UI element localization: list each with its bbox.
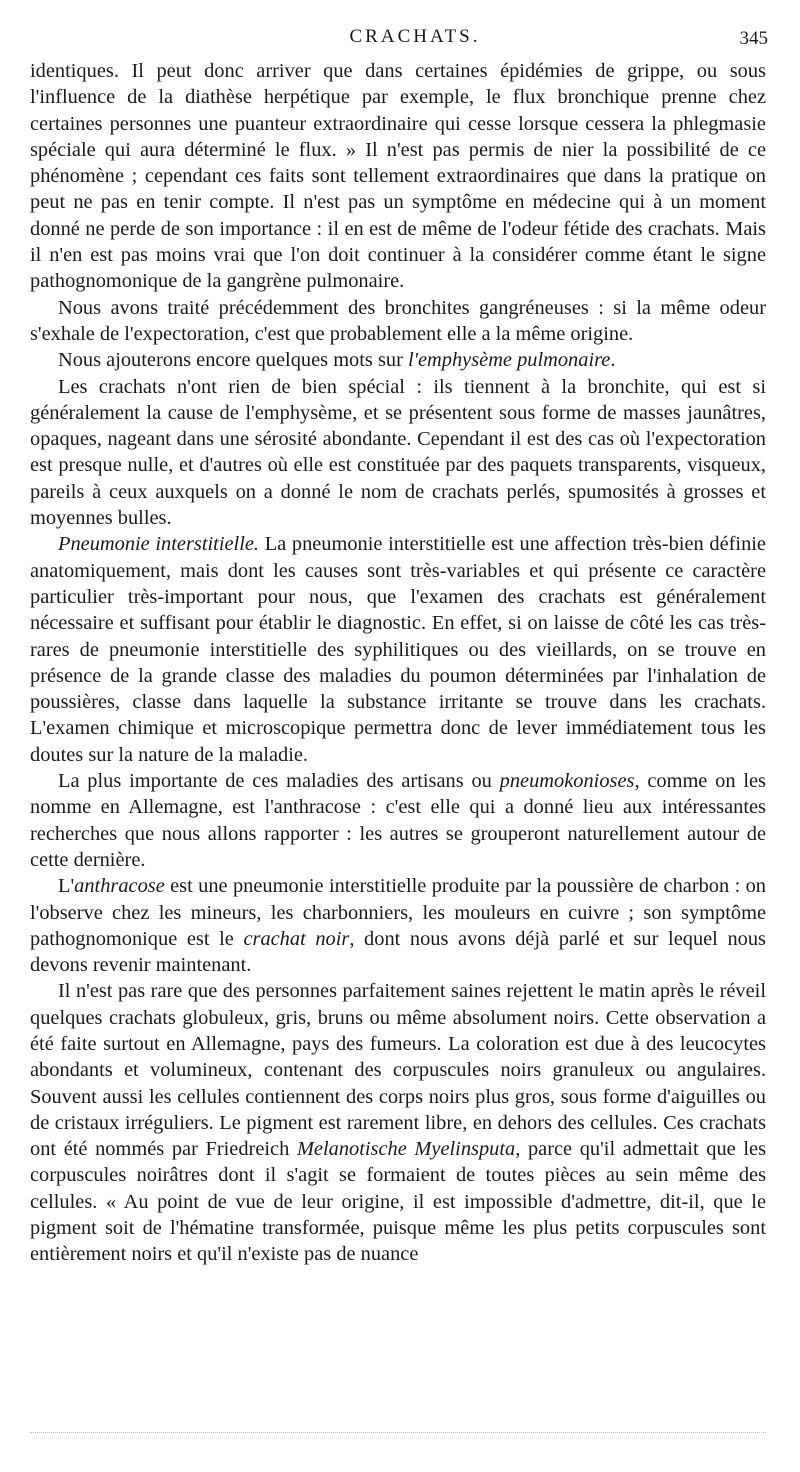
paragraph-text: Les crachats n'ont rien de bien spécial : ils tiennent à la bronchite, qui est si généralement la cause de l'emphysème, et se présentent sous forme de masses jaunâtres, opaques, nageant dans une sérosité abondante. Cependant il est des cas où l'expectoration est presque nulle, et d'autres où elle est constituée par des paquets transparents, visqueux, pareils à ceux auxquels on a donné le nom de crachats perlés, spumosités à grosses et moyennes bulles. [30,375,766,530]
paragraph-text: . [610,349,616,372]
paragraph-7 [30,873,766,978]
paragraph-1 [30,58,766,295]
section-heading: Pneumonie interstitielle. [58,533,260,556]
page-header [60,26,770,56]
paragraph-3 [30,347,766,373]
italic-term: l'emphysème pulmonaire [407,349,611,372]
paragraph-2 [30,295,766,348]
italic-term: crachat noir [243,927,350,950]
paragraph-text: La pneumonie interstitielle est une affection très-bien définie anatomiquement, mais dont les causes sont très-variables et qui présente ce caractère particulier très-important pour nous, que l'examen des crachats est généralement nécessaire et suffisant pour établir le diagnostic. En effet, si on laisse de côté les cas très-rares de pneumonie interstitielle des syphilitiques ou des vieillards, on se trouve en présence de la grande classe des maladies du poumon déterminées par l'inhalation de poussières, classe dans laquelle la substance irritante se trouve dans les crachats. L'examen chimique et microscopique permettra donc de lever immédiatement tous les doutes sur la nature de la maladie. [30,533,766,766]
paragraph-text: , comme on les nomme en Allemagne, est l'anthracose : c'est elle qui a donné lieu aux intéressantes recherches que nous allons rapporter : les autres se grouperont naturellement autour de cette dernière. [30,770,766,871]
paragraph-text: , parce qu'il admettait que les corpuscules noirâtres dont il s'agit se formaient de toutes pièces au sein même des cellules. « Au point de vue de leur origine, il est impossible d'admettre, dit-il, que le pigment soit de l'hématine transformée, puisque même les plus petits corpuscules sont entièrement noirs et qu'il n'existe pas de nuance [30,1138,767,1266]
paragraph-5 [30,531,766,768]
footer-rule [30,1432,766,1433]
paragraph-text: L' [58,875,75,898]
paragraph-text: identiques. Il peut donc arriver que dans certaines épidémies de grippe, ou sous l'influence de la diathèse herpétique par exemple, le flux bronchique prenne chez certaines personnes une puanteur extraordinaire qui cesse lorsque cessera la phlegmasie spéciale qui aura déterminé le flux. » Il n'est pas permis de nier la possibilité de ce phénomène ; cependant ces faits sont tellement extraordinaires que dans la pratique on peut ne pas en tenir compte. Il n'est pas un symptôme en médecine qui à un moment donné ne perde de son importance : il en est de même de l'odeur fétide des crachats. Mais il n'en est pas moins vrai que l'on doit continuer à la considérer comme étant le signe pathognomonique de la gangrène pulmonaire. [30,60,766,293]
italic-term: Melanotische Myelinsputa [296,1138,516,1161]
page-number: 345 [739,28,768,49]
italic-term: pneumokonioses [499,770,635,793]
paragraph-6 [30,768,766,873]
paragraph-text: Nous ajouterons encore quelques mots sur [58,349,408,372]
paragraph-8 [30,978,766,1267]
paragraph-text: Il n'est pas rare que des personnes parfaitement saines rejettent le matin après le réveil quelques crachats globuleux, gris, bruns ou même absolument noirs. Cette observation a été faite surtout en Allemagne, pays des fumeurs. La coloration est due à des leucocytes abondants et volumineux, contenant des corpuscules noirs granuleux ou angulaires. Souvent aussi les cellules contiennent des corps noirs plus gros, sous forme d'aiguilles ou de cristaux irréguliers. Le pigment est rarement libre, en dehors des cellules. Ces crachats ont été nommés par Friedreich [30,980,766,1161]
paragraph-4 [30,374,766,532]
running-head: CRACHATS. [349,26,481,47]
paragraph-text: La plus importante de ces maladies des artisans ou [58,770,500,793]
italic-term: anthracose [74,875,165,898]
paragraph-text: est une pneumonie interstitielle produite par la poussière de charbon : on l'observe chez les mineurs, les charbonniers, les mouleurs en cuivre ; son symptôme pathognomonique est le [30,875,766,950]
paragraph-text: , dont nous avons déjà parlé et sur lequel nous devons revenir maintenant. [30,927,766,977]
paragraph-text: Nous avons traité précédemment des bronchites gangréneuses : si la même odeur s'exhale de l'expectoration, c'est que probablement elle a la même origine. [30,296,766,345]
body-text [30,58,766,1268]
